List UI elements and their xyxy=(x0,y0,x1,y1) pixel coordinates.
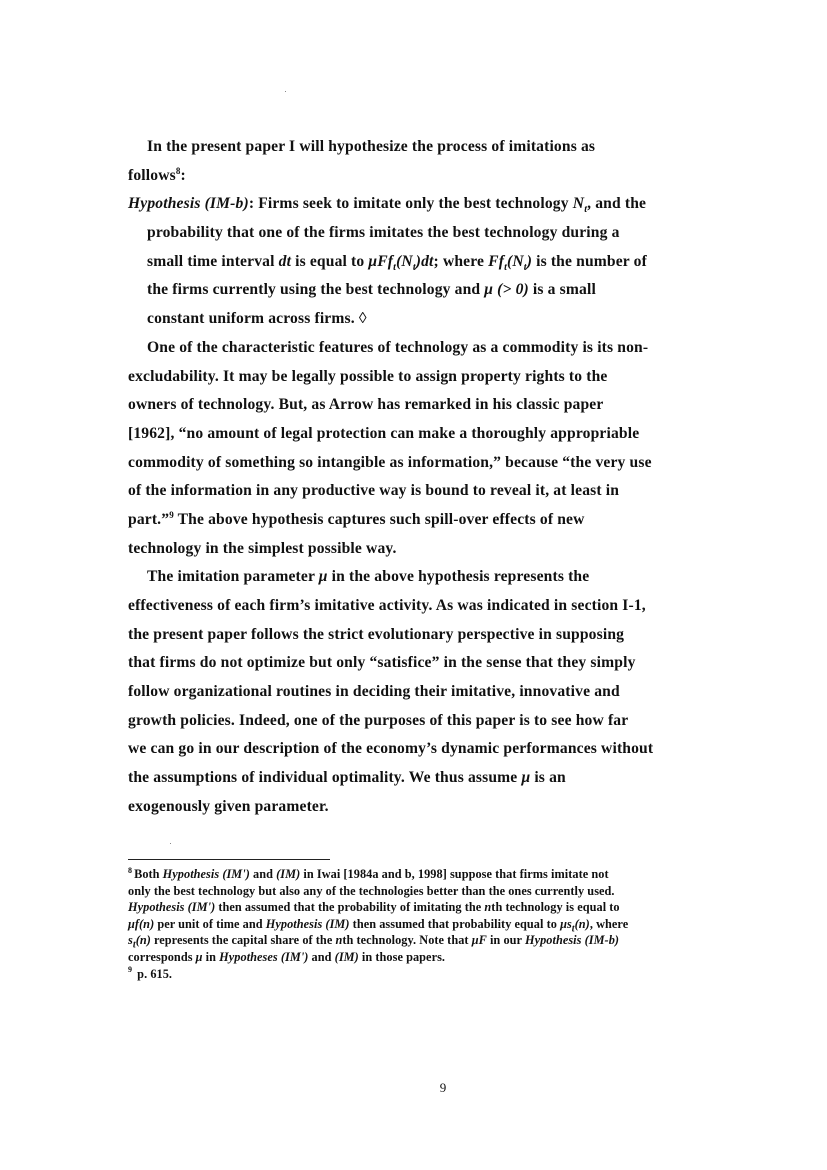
hypothesis-line: constant uniform across firms. ◊ xyxy=(147,310,367,328)
paragraph-2-line: technology in the simplest possible way. xyxy=(128,539,397,557)
body-text xyxy=(128,133,756,822)
scan-speck xyxy=(285,91,286,92)
hypothesis-line: probability that one of the firms imitates the best technology during a xyxy=(147,224,620,242)
page-number: 9 xyxy=(439,1080,447,1095)
hypothesis-label: Hypothesis (IM-b) xyxy=(128,195,249,213)
footnote-9: $^9$ p. 615. xyxy=(128,965,173,981)
paragraph-3-line: exogenously given parameter. xyxy=(128,797,329,815)
paragraph-2-line: One of the characteristic features of technology as a commodity is its non- xyxy=(147,338,649,356)
paragraph-2-line: excludability. It may be legally possible to assign property rights to the xyxy=(128,367,608,385)
paragraph-1-line: In the present paper I will hypothesize the process of imitations as xyxy=(147,138,596,155)
footnote-mark: 9 xyxy=(128,965,133,975)
formula: $\mu Ff_t(N_t)dt$ xyxy=(368,252,434,273)
paragraph-3-line: we can go in our description of the economy’s dynamic performances without xyxy=(128,740,654,758)
footnote-ref-9: 9 xyxy=(169,509,174,520)
hypothesis-line: Hypothesis (IM-b): Firms seek to imitate only the best technology $N_t$, and the xyxy=(128,195,647,216)
paragraph-2-line: of the information in any productive way is bound to reveal it, at least in xyxy=(128,482,620,500)
paragraph-2-line: owners of technology. But, as Arrow has remarked in his classic paper xyxy=(128,396,604,414)
paragraph-3-line: the assumptions of individual optimality. We thus assume μ is an xyxy=(128,769,566,787)
paragraph-2-line: part.”$^9$ The above hypothesis captures such spill-over effects of new xyxy=(128,509,585,528)
paragraph-3-line: follow organizational routines in deciding their imitative, innovative and xyxy=(128,683,620,701)
formula: $Ff_t(N_t)$ xyxy=(488,252,533,273)
paragraph-3-line: growth policies. Indeed, one of the purposes of this paper is to see how far xyxy=(128,711,629,729)
footnotes xyxy=(128,866,768,982)
paragraph-3-line: that firms do not optimize but only “satisfice” in the sense that they simply xyxy=(128,654,636,672)
hypothesis-line: the firms currently using the best technology and μ (> 0) is a small xyxy=(147,281,596,299)
footnote-ref-8: 8 xyxy=(175,165,181,176)
paragraph-2-line: commodity of something so intangible as information,” because “the very use xyxy=(128,453,652,471)
footnote-8: $^8$ Both Hypothesis (IM') and (IM) in Iwai [1984a and b, 1998] suppose that firms imitate not only the best technology but also any of the technologies better than the ones currently used. Hypothesis (IM') then assumed that the probability of imitating the nth technology is equal to μf(n) per unit of time and Hypothesis (IM) then assumed that probability equal to $\mu s_t(n)$, where $s_t(n)$ represents the capital share of the nth technology. Note that μF in our Hypothesis (IM-b) corresponds μ in Hypotheses (IM') and (IM) in those papers. xyxy=(128,865,629,964)
paragraph-3-line: The imitation parameter μ in the above hypothesis represents the xyxy=(147,568,590,586)
footnote-separator xyxy=(128,859,330,860)
hypothesis-line: small time interval dt is equal to $\mu Ff_t(N_t)dt$; where $Ff_t(N_t)$ is the number of xyxy=(147,252,647,273)
paragraph-1-line: follows$^8$: xyxy=(128,165,186,184)
scan-speck xyxy=(170,843,171,844)
paragraph-2-line: [1962], “no amount of legal protection can make a thoroughly appropriable xyxy=(128,424,640,442)
footnote-mark: 8 xyxy=(128,865,133,875)
paragraph-3-line: effectiveness of each firm’s imitative activity. As was indicated in section I-1, xyxy=(128,597,646,614)
paragraph-3-line: the present paper follows the strict evolutionary perspective in supposing xyxy=(128,625,625,643)
